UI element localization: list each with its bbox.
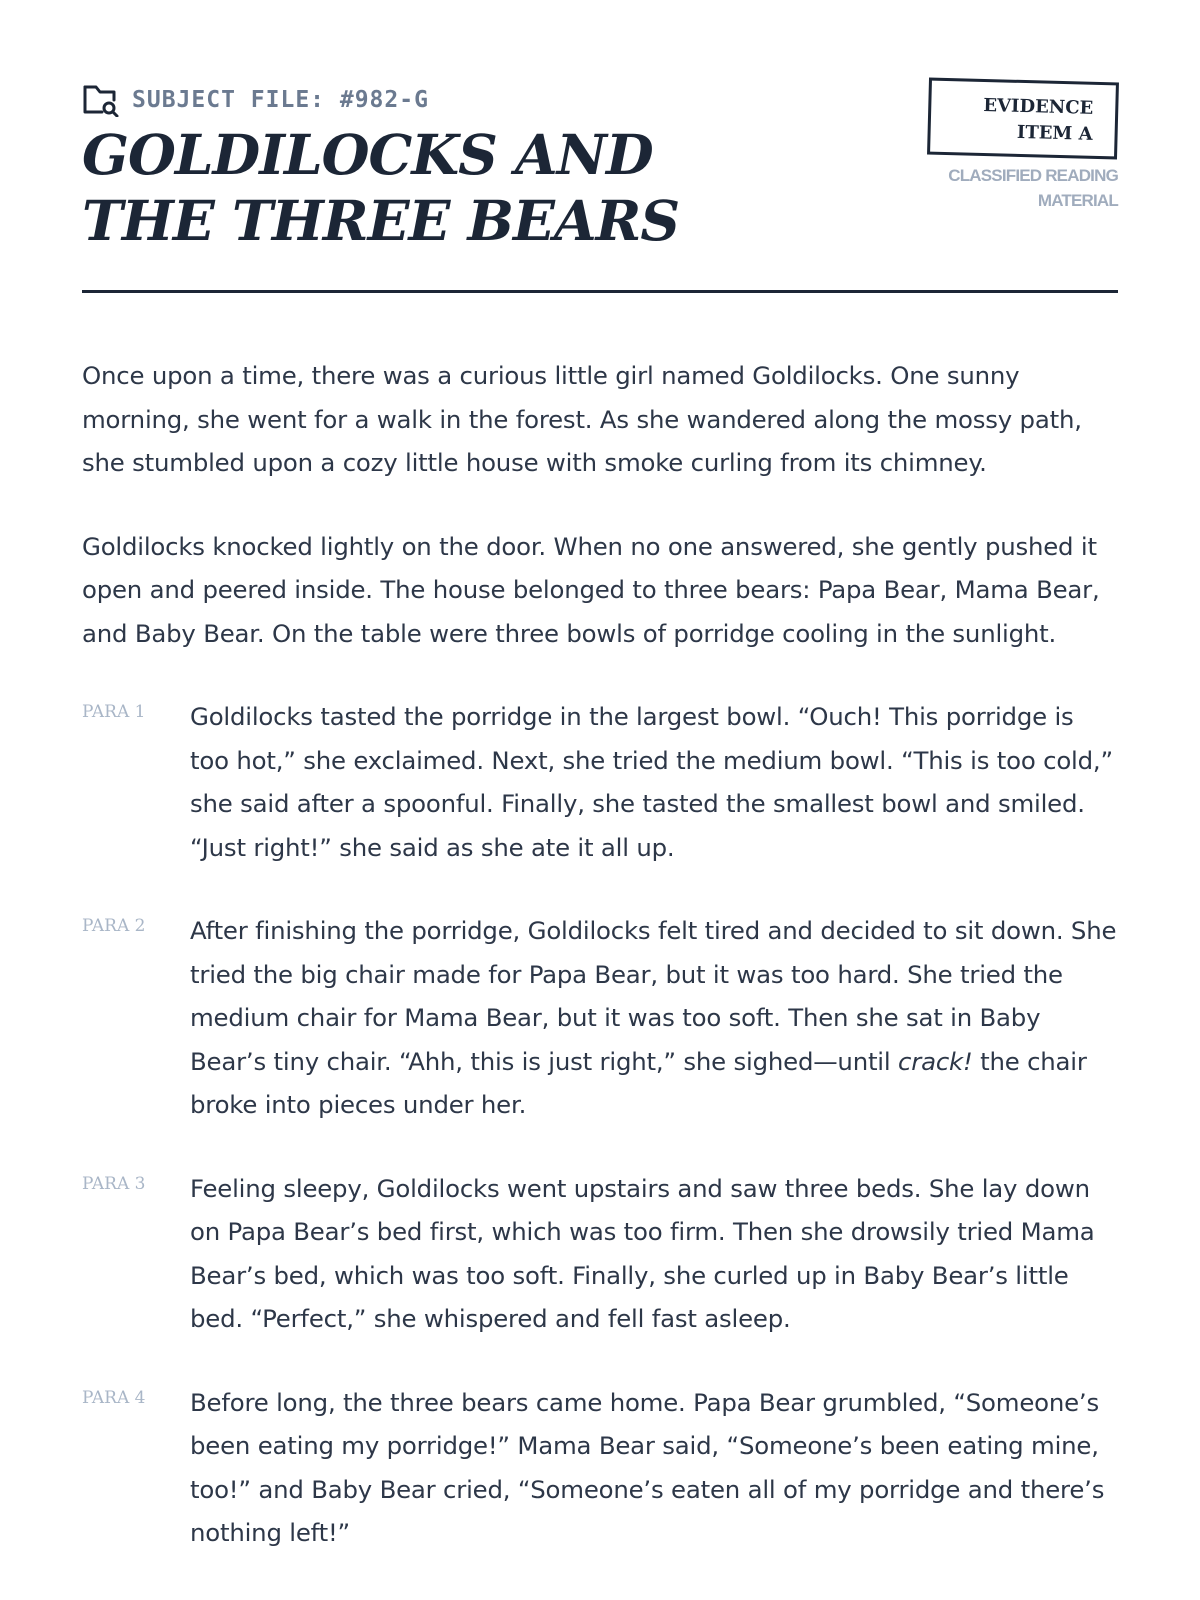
paragraph-text-part: the chair broke into pieces under her. [190, 1046, 1087, 1119]
intro-section [82, 354, 1118, 655]
evidence-stamp [927, 78, 1119, 160]
classified-line-2: MATERIAL [1037, 191, 1118, 210]
paragraph-number: PARA 1 [82, 702, 146, 722]
paragraph-text: Feeling sleepy, Goldilocks went upstairs and saw three beds. She lay down on Papa Bear’s bed first, which was too firm. Then she drowsily tried Mama Bear’s bed, which was too soft. Finally, she curled up in Baby Bear’s little bed. “Perfect,” she whispered and fell fast asleep. [190, 1173, 1095, 1333]
document-header [82, 0, 1118, 296]
paragraph-text-part: After finishing the porridge, Goldilocks felt tired and decided to sit down. She tried the big chair made for Papa Bear, but it was too hard. She tried the medium chair for Mama Bear, but it was too soft. Then she sat in Baby Bear’s tiny chair. “Ahh, this is just right,” she sighed—until [190, 916, 1117, 1076]
page-title: GOLDILOCKS AND THE THREE BEARS [82, 122, 680, 253]
paragraph-number: PARA 2 [82, 916, 146, 936]
classified-label [928, 163, 1118, 213]
emphasis-text: crack! [898, 1046, 973, 1076]
paragraph-text: Before long, the three bears came home. Papa Bear grumbled, “Someone’s been eating my porridge!” Mama Bear said, “Someone’s been eating mine, too!” and Baby Bear cried, “Someone’s eaten all of my porridge and there’s nothing left!” [190, 1387, 1105, 1547]
paragraph-number: PARA 4 [82, 1387, 146, 1408]
intro-paragraph: Once upon a time, there was a curious little girl named Goldilocks. One sunny morning, she went for a walk in the forest. As she wandered along the mossy path, she stumbled upon a cozy little house with smoke curling from its chimney. [82, 361, 1082, 477]
folder-search-icon [82, 83, 120, 117]
paragraph-text [190, 909, 1118, 1127]
stamp-line-2: ITEM A [1016, 121, 1093, 145]
paragraph-1 [82, 695, 1118, 869]
header-divider [82, 290, 1118, 293]
evidence-block [928, 80, 1118, 213]
intro-paragraph: Goldilocks knocked lightly on the door. When no one answered, she gently pushed it open and peered inside. The house belonged to three bears: Papa Bear, Mama Bear, and Baby Bear. On the table were three bowls of porridge cooling in the sunlight. [82, 531, 1100, 648]
numbered-paragraphs [82, 695, 1118, 1555]
paragraph-2 [82, 909, 1118, 1127]
paragraph-text: Goldilocks tasted the porridge in the largest bowl. “Ouch! This porridge is too hot,” she exclaimed. Next, she tried the medium bowl. “This is too cold,” she said after a spoonful. Finally, she tasted the smallest bowl and smiled. “Just right!” she said as she ate it all up. [190, 702, 1113, 862]
paragraph-4 [82, 1381, 1118, 1555]
paragraph-3 [82, 1167, 1118, 1341]
stamp-line-1: EVIDENCE [983, 94, 1094, 119]
paragraph-number: PARA 3 [82, 1173, 146, 1194]
classified-line-1: CLASSIFIED READING [948, 166, 1118, 185]
subject-file-label: SUBJECT FILE: #982-G [132, 87, 429, 113]
